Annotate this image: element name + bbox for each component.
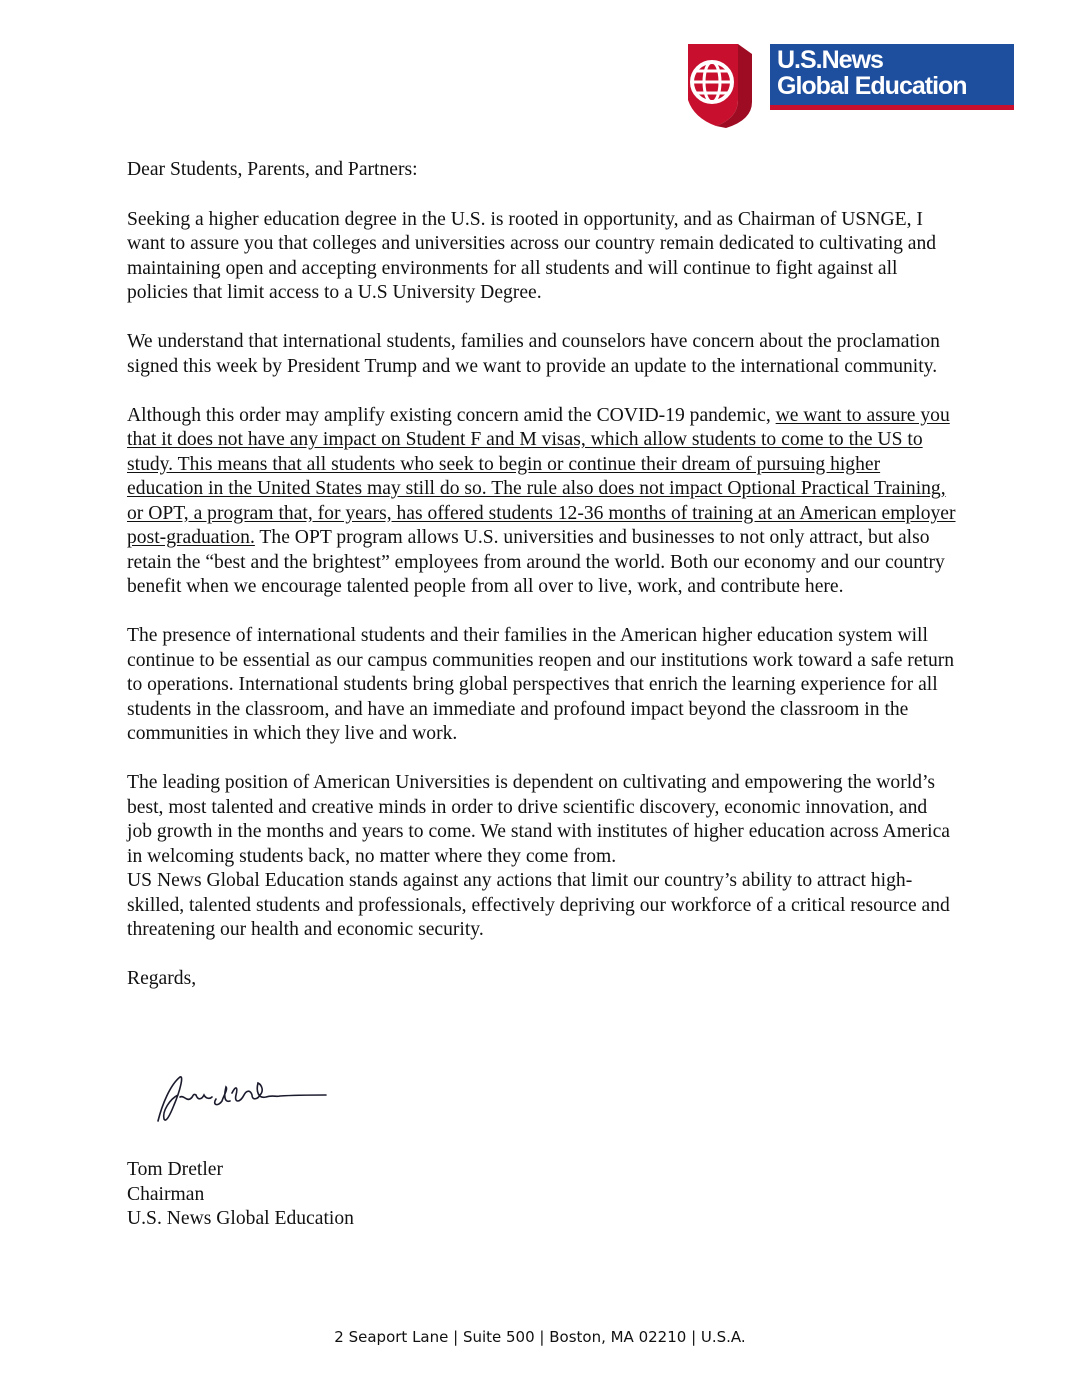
signer-name: Tom Dretler bbox=[127, 1159, 224, 1180]
paragraph-4: The presence of international students and their families in the American higher education system will continue to be essential as our campus communities reopen and our institutions work toward a safe return to operations. International students bring global perspectives that enrich the learning experience for all students in the classroom, and have an immediate and profound impact beyond the classroom in the communities in which they live and work. bbox=[127, 625, 955, 744]
paragraph-2: We understand that international students, families and counselors have concern about the proclamation signed this week by President Trump and we want to provide an update to the international community. bbox=[127, 331, 940, 377]
paragraph-1: Seeking a higher education degree in the U.S. is rooted in opportunity, and as Chairman of USNGE, I want to assure you that colleges and universities across our country remain dedicated to cultivating and maintaining open and accepting environments for all students and will continue to fight against all policies that limit access to a U.S University Degree. bbox=[127, 208, 937, 303]
paragraph-3 bbox=[127, 404, 957, 600]
salutation: Dear Students, Parents, and Partners: bbox=[127, 159, 418, 180]
letter-body bbox=[127, 158, 957, 1016]
logo-wordmark bbox=[770, 44, 1014, 110]
handwritten-signature bbox=[140, 1065, 340, 1135]
logo-line-1: U.S.News bbox=[777, 46, 883, 74]
paragraph-5b: US News Global Education stands against any actions that limit our country’s ability to attract high-skilled, talented students and professionals, effectively depriving our workforce of a critical resource and threatening our health and economic security. bbox=[127, 870, 950, 940]
signer-title: Chairman bbox=[127, 1183, 205, 1205]
paragraph-5 bbox=[127, 771, 957, 943]
signer-organization: U.S. News Global Education bbox=[127, 1208, 354, 1229]
globe-shield-icon bbox=[686, 40, 756, 128]
paragraph-3-tail: The OPT program allows U.S. universities and businesses to not only attract, but also retain the “best and the brightest” employees from around the world. Both our economy and our country benefit when we encourage talented people from all over to live, work, and contribute here. bbox=[127, 527, 945, 597]
signature-block bbox=[127, 1158, 354, 1232]
usnews-global-education-logo bbox=[686, 40, 1016, 128]
logo-line-2: Global Education bbox=[777, 72, 967, 100]
paragraph-3-underlined: we want to assure you that it does not have any impact on Student F and M visas, which allow students to come to the US to study. This means that all students who seek to begin or continue their dream of pursuing higher education in the United States may still do so. The rule also does not impact Optional Practical Training, or OPT, a program that, for years, has offered students 12-36 months of training at an American employer post-graduation. bbox=[127, 404, 956, 548]
footer-address: 2 Seaport Lane | Suite 500 | Boston, MA 02210 | U.S.A. bbox=[334, 1328, 746, 1346]
paragraph-3-lead: Although this order may amplify existing concern amid the COVID-19 pandemic, bbox=[127, 404, 776, 426]
closing: Regards, bbox=[127, 968, 197, 989]
paragraph-5a: The leading position of American Universities is dependent on cultivating and empowering the world’s best, most talented and creative minds in order to drive scientific discovery, economic innovation, and job growth in the months and years to come. We stand with institutes of higher education across America in welcoming students back, no matter where they come from. bbox=[127, 772, 950, 867]
